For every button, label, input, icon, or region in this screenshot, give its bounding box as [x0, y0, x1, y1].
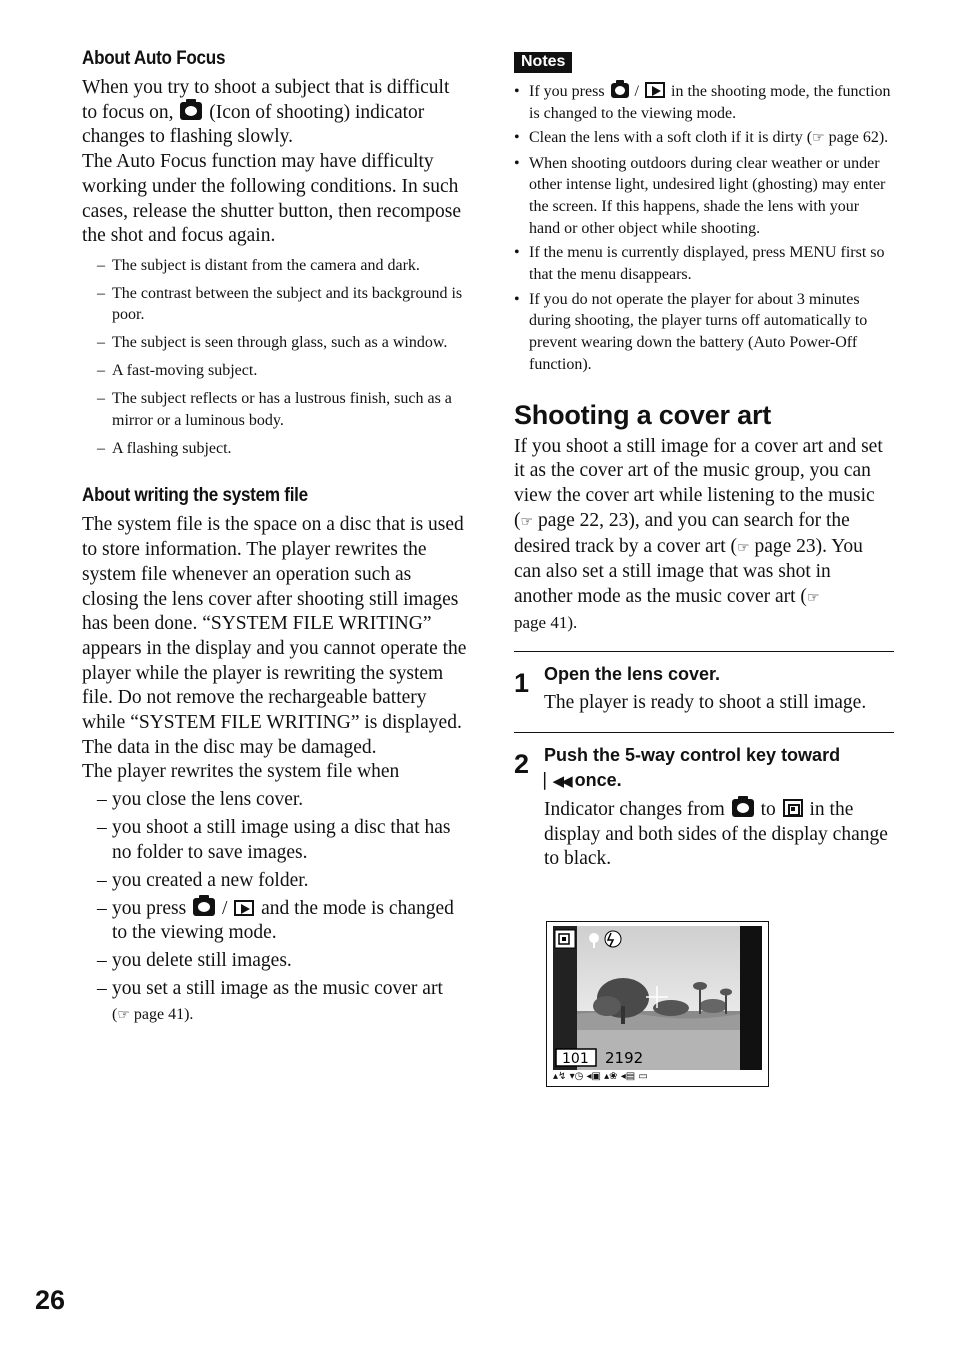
- list-item: – you delete still images.: [97, 950, 292, 972]
- previous-track-icon: ▏◀◀: [544, 772, 570, 791]
- camera-icon: [193, 898, 215, 916]
- lcd-display-illustration: [546, 921, 769, 1087]
- remaining-shots: 2192: [605, 1049, 644, 1067]
- cover-text: page 41).: [514, 612, 578, 632]
- condition-text: The contrast between the subject and its background is poor.: [112, 284, 463, 324]
- folder-number: 101: [562, 1051, 589, 1067]
- divider: [514, 651, 894, 652]
- view-icon: [783, 799, 803, 817]
- step-body: The player is ready to shoot a still image.: [544, 692, 867, 714]
- af-para1-b: (Icon of shooting) indicator changes to flashing slowly.: [82, 101, 425, 148]
- list-item: • If the menu is currently displayed, press MENU first so that the menu disappears.: [514, 244, 885, 284]
- folder-indicator: [556, 1049, 596, 1067]
- page-number: 26: [35, 1285, 66, 1315]
- af-paragraph-2: The Auto Focus function may have difficulty working under the following conditions. In such cases, release the shutter button, then recompose the shot and focus again.: [82, 151, 462, 247]
- lcd-screen: [553, 926, 762, 1070]
- af-conditions-list: [82, 255, 467, 460]
- cover-paragraph: [514, 435, 894, 636]
- camera-icon: [611, 83, 629, 98]
- step-body-text: in the display and both sides of the display change to black.: [544, 799, 888, 870]
- list-item: – The subject is distant from the camera and dark.: [97, 256, 420, 274]
- separator: /: [630, 83, 643, 100]
- reference-icon: ☞: [812, 130, 825, 147]
- reference-icon: ☞: [806, 589, 820, 606]
- page-ref-text: page 41).: [133, 1005, 194, 1023]
- list-item: – you close the lens cover.: [97, 789, 304, 811]
- system-file-paragraph-1: The system file is the space on a disc that is used to store information. The player rewrites the system file whenever an operation such as closing the lens cover after shooting still images has been done. “SYSTEM FILE WRITING” appears in the display and you cannot operate the player while the player is rewriting the system file. Do not remove the rechargeable battery while “SYSTEM FILE WRITING” is displayed. The data in the disc may be damaged.: [82, 514, 467, 758]
- notes-badge: Notes: [514, 52, 572, 73]
- item-text: you shoot a still image using a disc that has no folder to save images.: [112, 817, 451, 863]
- item-text: you set a still image as the music cover art: [112, 978, 443, 1000]
- reference-icon: ☞: [737, 539, 750, 556]
- note-text: in the shooting mode, the function is changed to the viewing mode.: [529, 83, 891, 122]
- play-icon: [234, 900, 254, 916]
- step-body: [544, 798, 894, 872]
- list-item: • If you do not operate the player for about 3 minutes during shooting, the player turns off automatically to prevent wearing down the battery (Auto Power-Off function).: [514, 290, 868, 373]
- step-1: [514, 662, 894, 716]
- list-item: – The subject reflects or has a lustrous finish, such as a mirror or a luminous body.: [97, 390, 452, 429]
- step-body-text: to: [755, 799, 781, 821]
- step-title: Open the lens cover.: [544, 664, 721, 685]
- right-column: [514, 52, 894, 872]
- list-item: – The contrast between the subject and its background is poor.: [97, 284, 463, 324]
- notes-list: [514, 81, 894, 376]
- step-body-text: Indicator changes from: [544, 799, 730, 821]
- system-file-heading: About writing the system file: [82, 485, 308, 507]
- condition-text: A flashing subject.: [112, 439, 232, 457]
- item-text: you close the lens cover.: [112, 789, 304, 811]
- page-reference: (☞ page 41).: [112, 1005, 194, 1023]
- reference-icon: ☞: [117, 1006, 130, 1023]
- item-text: and the mode is changed to the viewing mode.: [112, 897, 454, 944]
- reference-icon: ☞: [520, 513, 534, 530]
- item-text: you delete still images.: [112, 950, 292, 972]
- note-text: If the menu is currently displayed, press MENU first so that the menu disappears.: [529, 244, 885, 284]
- step-title-text: Push the 5-way control key toward: [544, 745, 841, 766]
- step-2: [514, 743, 894, 872]
- note-text: When shooting outdoors during clear weather or under other intense light, undesired light (ghosting) may enter the screen. If this happens, shade the lens with your hand or other object while shooting.: [529, 154, 886, 237]
- list-item: – The subject is seen through glass, such as a window.: [97, 334, 448, 352]
- step-number: 1: [514, 668, 530, 699]
- cover-text: page 22, 23), and you can search for the desired track by a cover art (: [514, 509, 850, 557]
- view-mode-icon: [555, 930, 575, 948]
- list-item: – A flashing subject.: [97, 439, 232, 457]
- system-file-paragraph-2: The player rewrites the system file when: [82, 761, 400, 783]
- camera-icon: [180, 102, 202, 120]
- list-item: – you created a new folder.: [97, 869, 309, 891]
- list-item: – you set a still image as the music cover art (☞ page 41).: [97, 978, 443, 1023]
- section-title: Shooting a cover art: [514, 399, 772, 430]
- step-title: [544, 743, 894, 794]
- lcd-status-bar: ▴↯ ▾◷ ◂▣ ▴❀ ◂▤ ▭: [553, 1071, 648, 1082]
- af-heading: About Auto Focus: [82, 48, 226, 69]
- condition-text: The subject is seen through glass, such as a window.: [112, 334, 448, 352]
- system-file-list: [82, 788, 467, 1027]
- left-column: [82, 48, 467, 1031]
- cover-text: If you shoot a still image for a cover art and set it as the cover art of the music group, you can view the cover art while listening to the music (: [514, 435, 883, 531]
- condition-text: The subject is distant from the camera and dark.: [112, 256, 420, 274]
- af-paragraph-1: [82, 76, 467, 150]
- list-item: • When shooting outdoors during clear weather or under other intense light, undesired light (ghosting) may enter the screen. If this happens, shade the lens with your hand or other object while shooting.: [514, 154, 886, 237]
- flash-off-icon: [605, 931, 621, 947]
- note-text: If you press: [529, 83, 609, 100]
- item-text: you press: [112, 897, 192, 919]
- list-item: – you press / and the mode is changed to the viewing mode.: [97, 897, 454, 944]
- camera-icon: [732, 799, 754, 817]
- separator: /: [217, 897, 233, 919]
- step-title-text: once.: [569, 770, 622, 791]
- note-text: Clean the lens with a soft cloth if it is dirty (: [529, 129, 813, 147]
- af-para1-a: When you try to shoot a subject that is difficult to focus on,: [82, 77, 450, 123]
- condition-text: A fast-moving subject.: [112, 362, 258, 380]
- list-item: – A fast-moving subject.: [97, 362, 258, 380]
- cover-text: page 23). You can also set a still image that was shot in another mode as the music cover art (: [514, 535, 863, 607]
- note-text: page 62).: [824, 129, 889, 147]
- lcd-scene: [553, 926, 762, 1070]
- condition-text: The subject reflects or has a lustrous finish, such as a mirror or a luminous body.: [112, 390, 452, 429]
- divider: [514, 732, 894, 733]
- step-number: 2: [514, 749, 530, 780]
- list-item: – you shoot a still image using a disc that has no folder to save images.: [97, 817, 451, 863]
- item-text: you created a new folder.: [112, 869, 309, 891]
- play-icon: [645, 82, 665, 98]
- list-item: • Clean the lens with a soft cloth if it is dirty (☞ page 62).: [514, 129, 889, 147]
- note-text: If you do not operate the player for about 3 minutes during shooting, the player turns off automatically to prevent wearing down the battery (Auto Power-Off function).: [529, 290, 868, 373]
- list-item: • If you press / in the shooting mode, the function is changed to the viewing mode.: [514, 83, 891, 122]
